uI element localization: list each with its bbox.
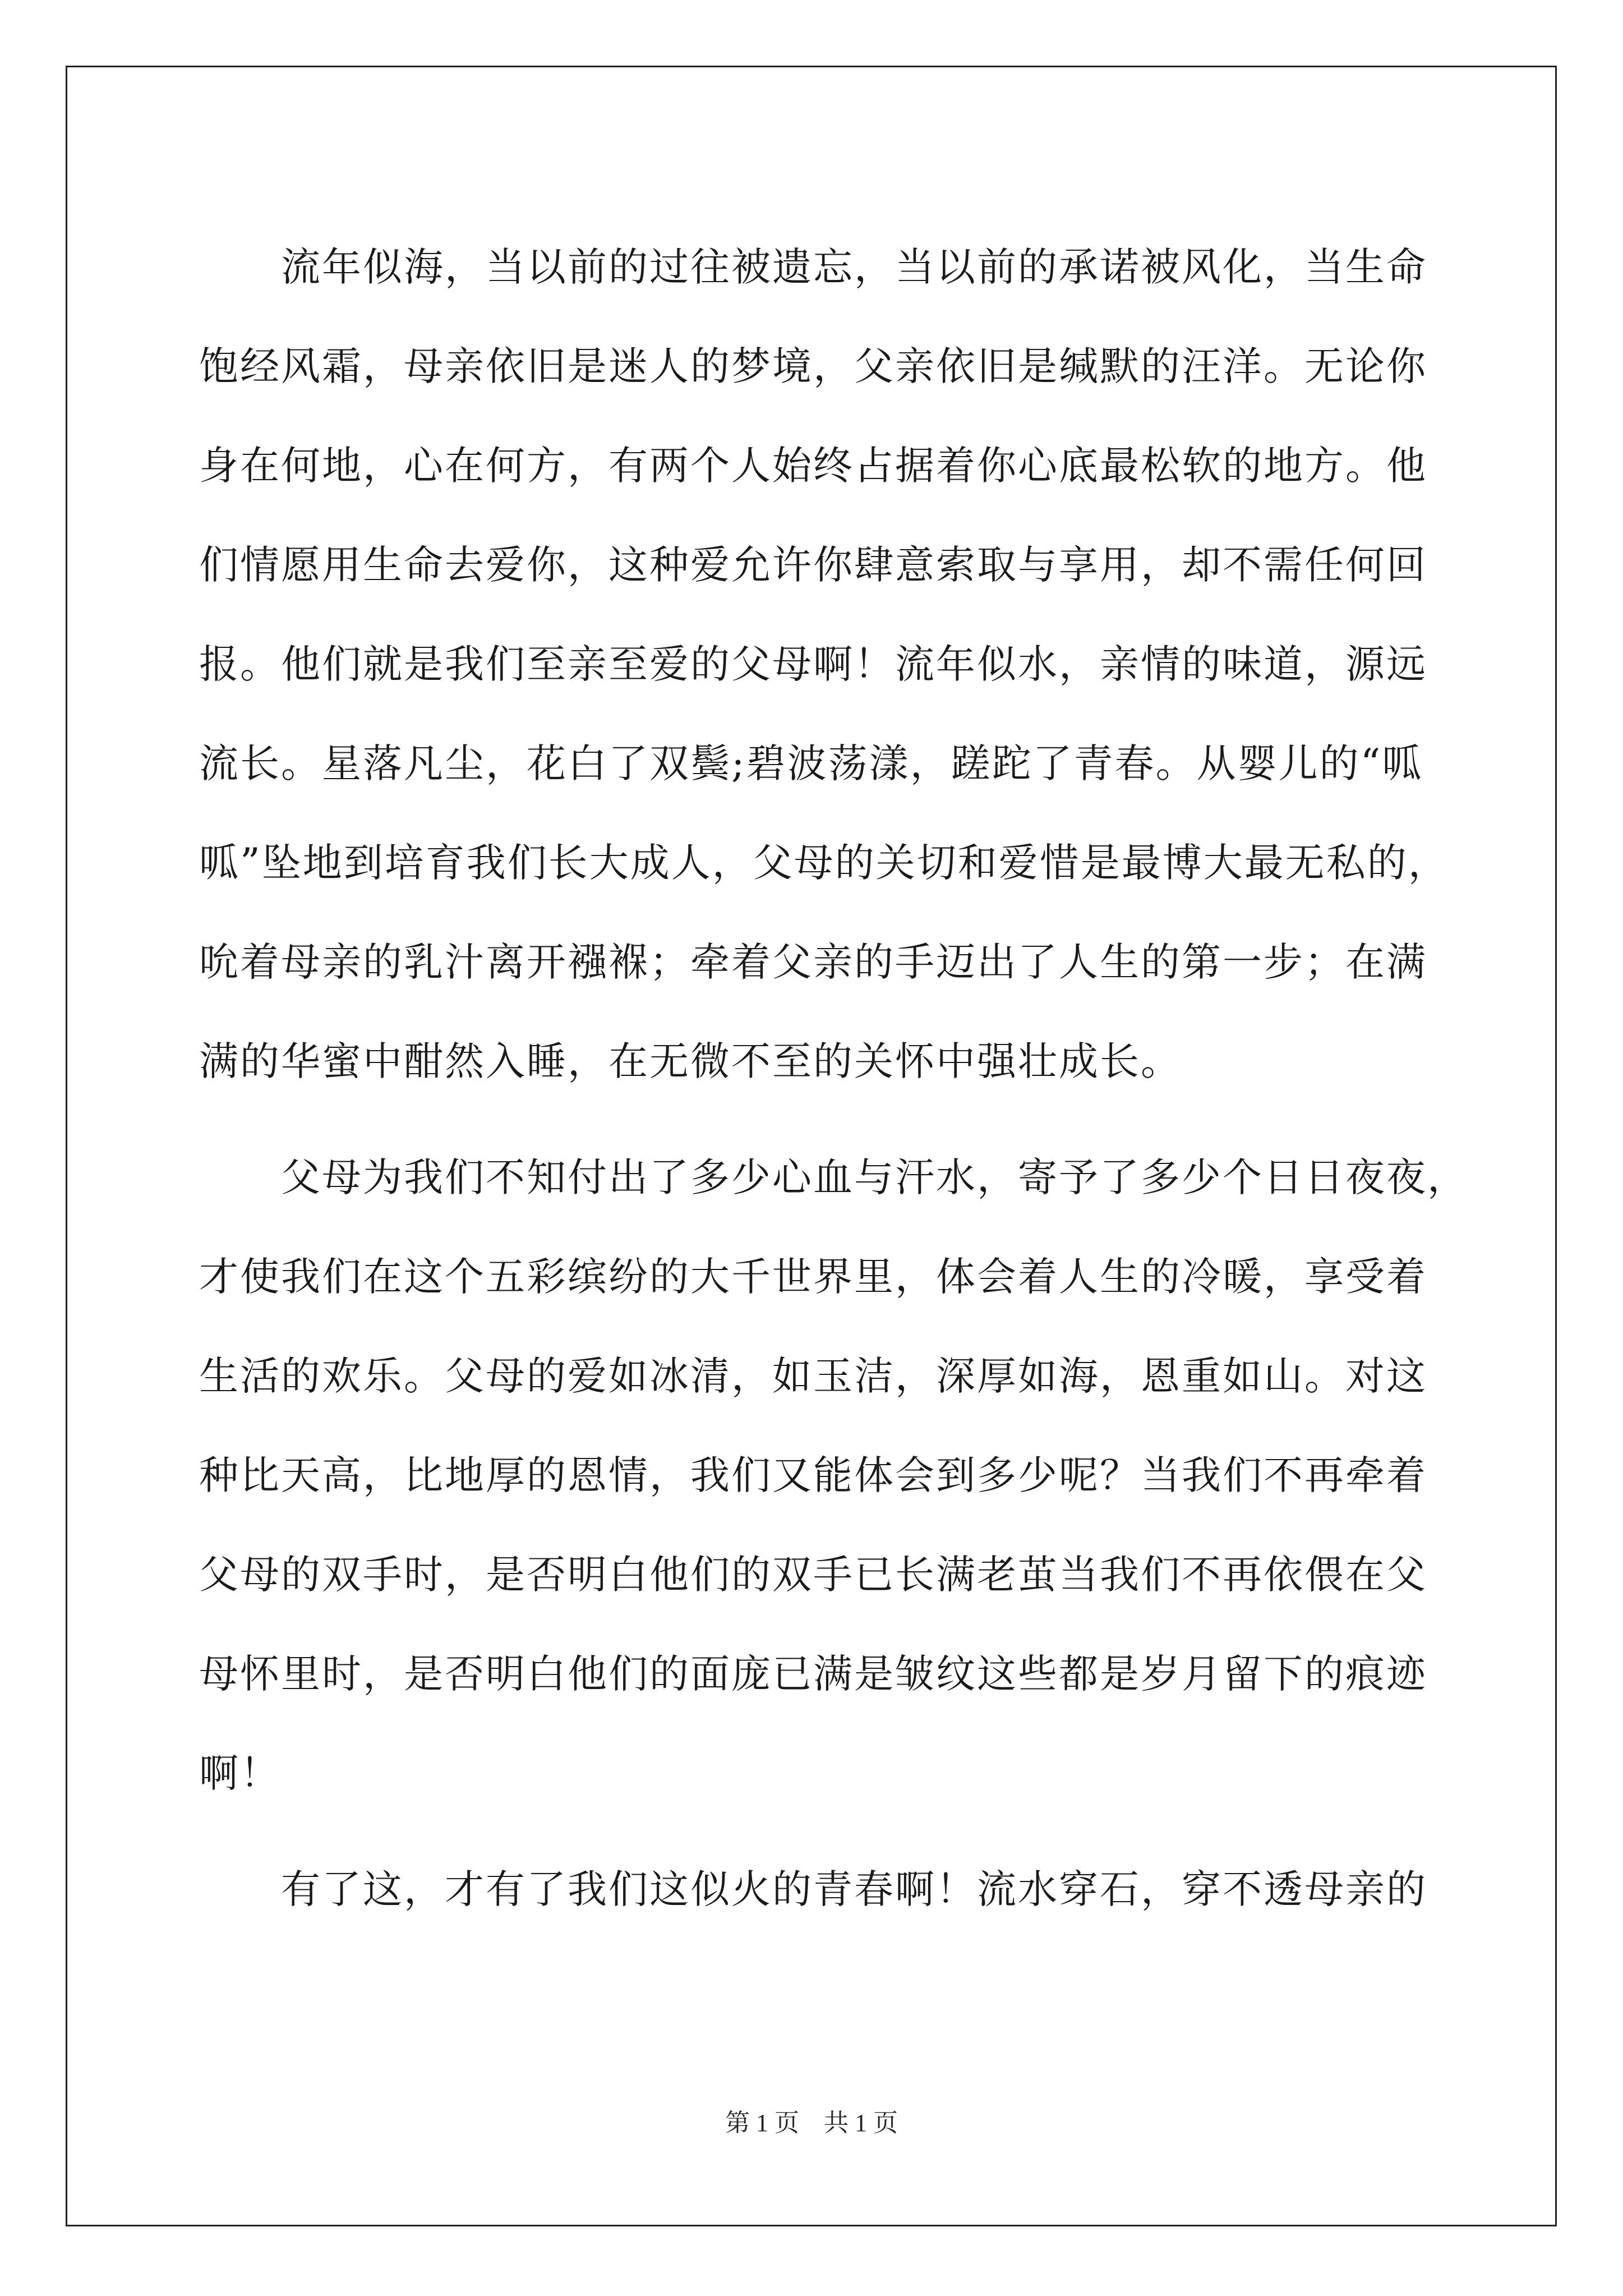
- text-line: 父母为我们不知付出了多少心血与汗水，寄予了多少个日日夜夜，: [199, 1154, 1468, 1200]
- text-line: 父母的双手时，是否明白他们的双手已长满老茧当我们不再依偎在父: [199, 1552, 1427, 1598]
- text-line: 母怀里时，是否明白他们的面庞已满是皱纹这些都是岁月留下的痕迹: [199, 1651, 1427, 1697]
- text-line: 才使我们在这个五彩缤纷的大千世界里，体会着人生的冷暖，享受着: [199, 1254, 1427, 1300]
- text-line: 生活的欢乐。父母的爱如冰清，如玉洁，深厚如海，恩重如山。对这: [199, 1353, 1427, 1399]
- paragraph-spacing: [199, 1111, 1433, 1128]
- page-footer: 第 1 页 共 1 页: [725, 2109, 898, 2137]
- text-line: 吮着母亲的乳汁离开襁褓；牵着父亲的手迈出了人生的第一步；在满: [199, 939, 1427, 985]
- text-line: 种比天高，比地厚的恩情，我们又能体会到多少呢？当我们不再牵着: [199, 1452, 1427, 1498]
- text-line: 报。他们就是我们至亲至爱的父母啊！流年似水，亲情的味道，源远: [199, 641, 1427, 687]
- paragraph-2: [199, 1128, 1468, 1823]
- paragraph-spacing: [199, 1823, 1433, 1840]
- text-line: 饱经风霜，母亲依旧是迷人的梦境，父亲依旧是缄默的汪洋。无论你: [199, 343, 1427, 389]
- paragraph-3: [199, 1840, 1433, 1939]
- document-body: [199, 218, 1468, 1939]
- paragraph-1: [199, 218, 1449, 1111]
- text-line: 流长。星落凡尘，花白了双鬓;碧波荡漾，蹉跎了青春。从婴儿的“呱: [199, 740, 1423, 786]
- text-line: 呱”坠地到培育我们长大成人，父母的关切和爱惜是最博大最无私的，: [199, 840, 1449, 886]
- text-line: 满的华蜜中酣然入睡，在无微不至的关怀中强壮成长。: [199, 1038, 1182, 1084]
- text-line: 啊！: [199, 1750, 281, 1796]
- text-line: 身在何地，心在何方，有两个人始终占据着你心底最松软的地方。他: [199, 443, 1427, 489]
- text-line: 有了这，才有了我们这似火的青春啊！流水穿石，穿不透母亲的: [199, 1866, 1427, 1912]
- text-line: 们情愿用生命去爱你，这种爱允许你肆意索取与享用，却不需任何回: [199, 542, 1427, 588]
- text-line: 流年似海，当以前的过往被遗忘，当以前的承诺被风化，当生命: [199, 244, 1427, 290]
